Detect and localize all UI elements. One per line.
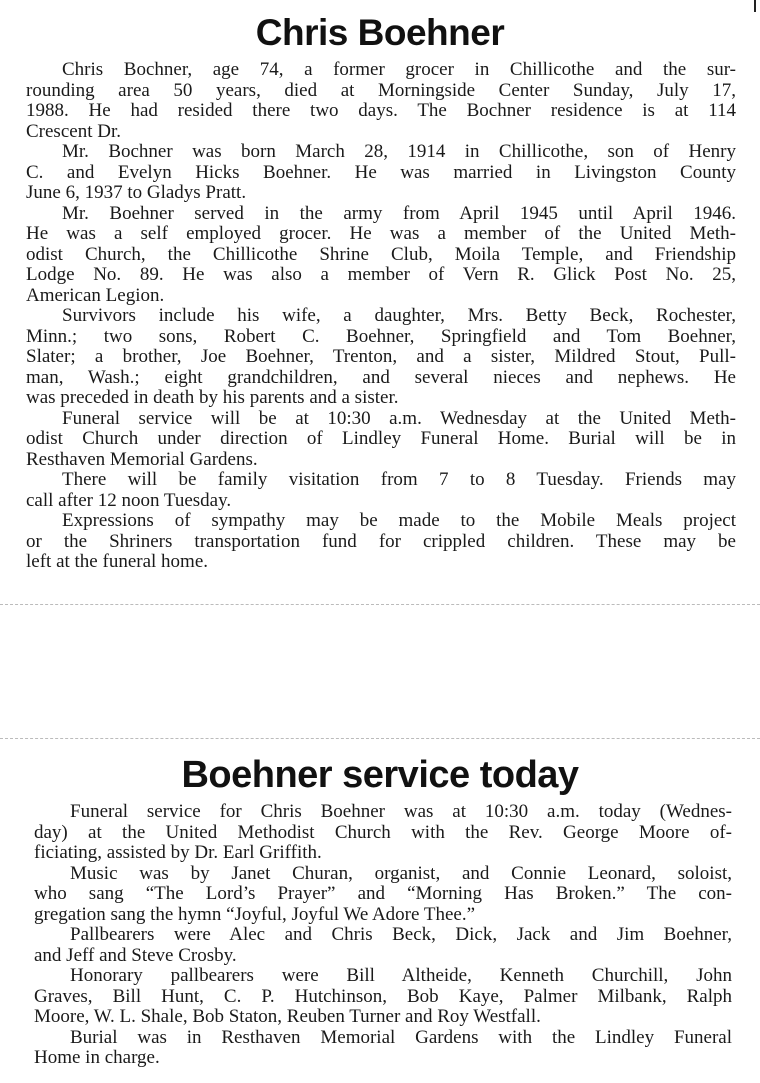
text-line: Funeral service will be at 10:30 a.m. Wednesday at the United Meth- [62,407,736,429]
paragraph [34,1028,732,1069]
text-line: Crescent Dr. [26,120,121,142]
text-line: C. and Evelyn Hicks Boehner. He was married in Livingston County [26,161,736,183]
text-line: gregation sang the hymn “Joyful, Joyful We Adore Thee.” [34,903,475,925]
paragraph [26,470,736,511]
scan-mark [754,0,756,12]
text-line: day) at the United Methodist Church with the Rev. George Moore of- [34,821,732,843]
text-line: odist Church, the Chillicothe Shrine Club, Moila Temple, and Friendship [26,243,736,265]
paragraph [26,511,736,573]
paragraph [34,864,732,926]
text-line: June 6, 1937 to Gladys Pratt. [26,182,247,203]
paragraph [26,409,736,471]
text-line: He was a self employed grocer. He was a member of the United Meth- [26,223,736,244]
obituary-body [26,60,736,573]
text-line: ficiating, assisted by Dr. Earl Griffith. [34,842,322,863]
clipping-edge-divider [0,604,760,605]
text-line: Home in charge. [34,1047,160,1068]
text-line: who sang “The Lord’s Prayer” and “Morning Has Broken.” The con- [34,883,732,904]
text-line: Honorary pallbearers were Bill Altheide, Kenneth Churchill, John [70,965,732,986]
paragraph [26,142,736,204]
text-line: American Legion. [26,284,165,306]
text-line: odist Church under direction of Lindley Funeral Home. Burial will be in [26,428,736,449]
text-line: left at the funeral home. [26,551,209,572]
text-line: Burial was in Resthaven Memorial Gardens with the Lindley Funeral [70,1026,732,1048]
text-line: Survivors include his wife, a daughter, Mrs. Betty Beck, Rochester, [62,305,736,326]
text-line: There will be family visitation from 7 to 8 Tuesday. Friends may [62,469,736,490]
paragraph [26,204,736,307]
service-headline: Boehner service today [181,754,579,796]
text-line: Funeral service for Chris Boehner was at 10:30 a.m. today (Wednes- [70,801,732,822]
text-line: Mr. Bochner was born March 28, 1914 in Chillicothe, son of Henry [62,141,736,162]
text-line: Resthaven Memorial Gardens. [26,448,258,470]
text-line: rounding area 50 years, died at Morningside Center Sunday, July 17, [26,79,736,101]
text-line: Chris Bochner, age 74, a former grocer in Chillicothe and the sur- [62,59,736,80]
paragraph [34,966,732,1028]
text-line: call after 12 noon Tuesday. [26,489,232,511]
paragraph [26,306,736,409]
text-line: and Jeff and Steve Crosby. [34,944,237,966]
clipping-edge-divider [0,738,760,739]
paragraph [34,925,732,966]
text-line: 1988. He had resided there two days. The Bochner residence is at 114 [26,100,736,121]
obituary-headline: Chris Boehner [255,12,505,53]
text-line: Slater; a brother, Joe Boehner, Trenton, and a sister, Mildred Stout, Pull- [26,346,736,367]
text-line: Music was by Janet Churan, organist, and Connie Leonard, soloist, [70,862,732,884]
text-line: was preceded in death by his parents and a sister. [26,387,399,408]
paragraph [34,802,732,864]
paragraph [26,60,736,142]
text-line: or the Shriners transportation fund for crippled children. These may be [26,530,736,552]
text-line: Lodge No. 89. He was also a member of Vern R. Glick Post No. 25, [26,264,736,285]
text-line: man, Wash.; eight grandchildren, and several nieces and nephews. He [26,366,736,388]
service-body [34,802,732,1069]
text-line: Graves, Bill Hunt, C. P. Hutchinson, Bob Kaye, Palmer Milbank, Ralph [34,985,732,1007]
text-line: Expressions of sympathy may be made to the Mobile Meals project [62,510,736,531]
text-line: Minn.; two sons, Robert C. Boehner, Springfield and Tom Boehner, [26,325,736,347]
text-line: Pallbearers were Alec and Chris Beck, Dick, Jack and Jim Boehner, [70,924,732,945]
text-line: Mr. Boehner served in the army from April 1945 until April 1946. [62,202,736,224]
text-line: Moore, W. L. Shale, Bob Staton, Reuben Turner and Roy Westfall. [34,1006,541,1027]
